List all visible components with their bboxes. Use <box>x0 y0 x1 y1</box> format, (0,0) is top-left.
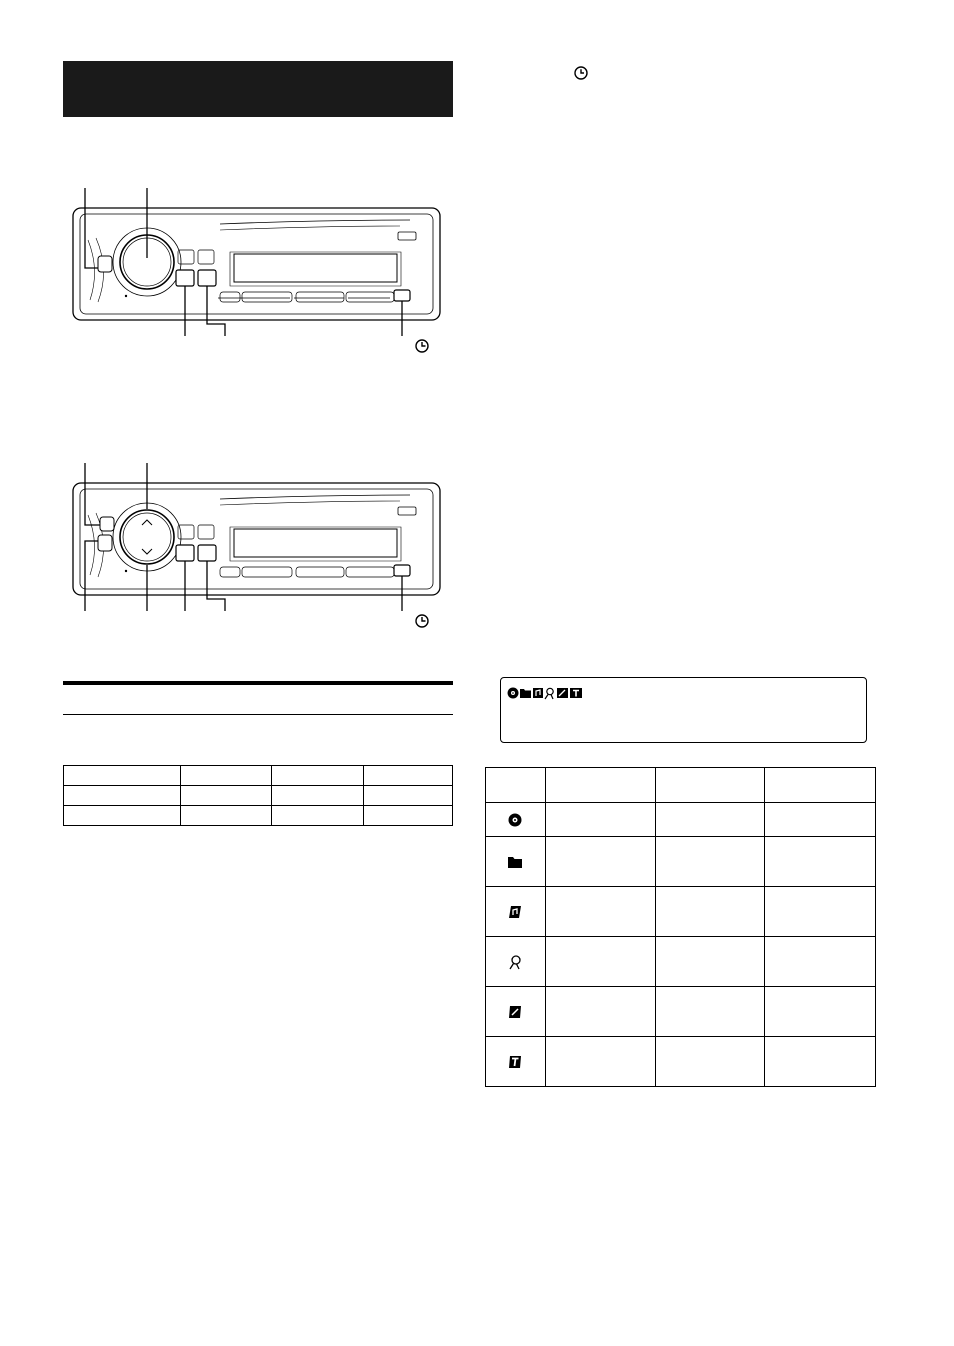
table-row <box>486 837 876 887</box>
folder-icon <box>520 689 531 698</box>
small-table <box>63 765 453 826</box>
music-note-icon <box>508 905 522 919</box>
section-rule-thick <box>63 681 453 685</box>
music-note-icon <box>533 688 543 698</box>
file-icon <box>557 688 568 698</box>
table-row <box>64 766 453 786</box>
table-row <box>486 803 876 837</box>
person-icon <box>545 688 553 699</box>
text-icon <box>570 688 582 698</box>
table-row <box>486 987 876 1037</box>
icon-table <box>485 767 876 1087</box>
head-unit-diagram-2 <box>60 455 460 635</box>
table-row <box>486 887 876 937</box>
disc-icon <box>508 688 519 699</box>
icon-strip <box>507 686 583 700</box>
head-unit-diagram-1 <box>60 180 460 360</box>
section-title-bar <box>63 61 453 117</box>
table-row <box>64 786 453 806</box>
table-header-row <box>486 768 876 803</box>
table-row <box>486 1037 876 1087</box>
table-row <box>486 937 876 987</box>
section-rule-thin <box>63 714 453 715</box>
table-row <box>64 806 453 826</box>
folder-icon <box>507 855 523 869</box>
text-icon <box>508 1055 522 1069</box>
person-icon <box>508 954 522 970</box>
clock-icon <box>574 66 588 80</box>
info-box <box>500 677 867 743</box>
file-icon <box>508 1005 522 1019</box>
disc-icon <box>508 813 522 827</box>
